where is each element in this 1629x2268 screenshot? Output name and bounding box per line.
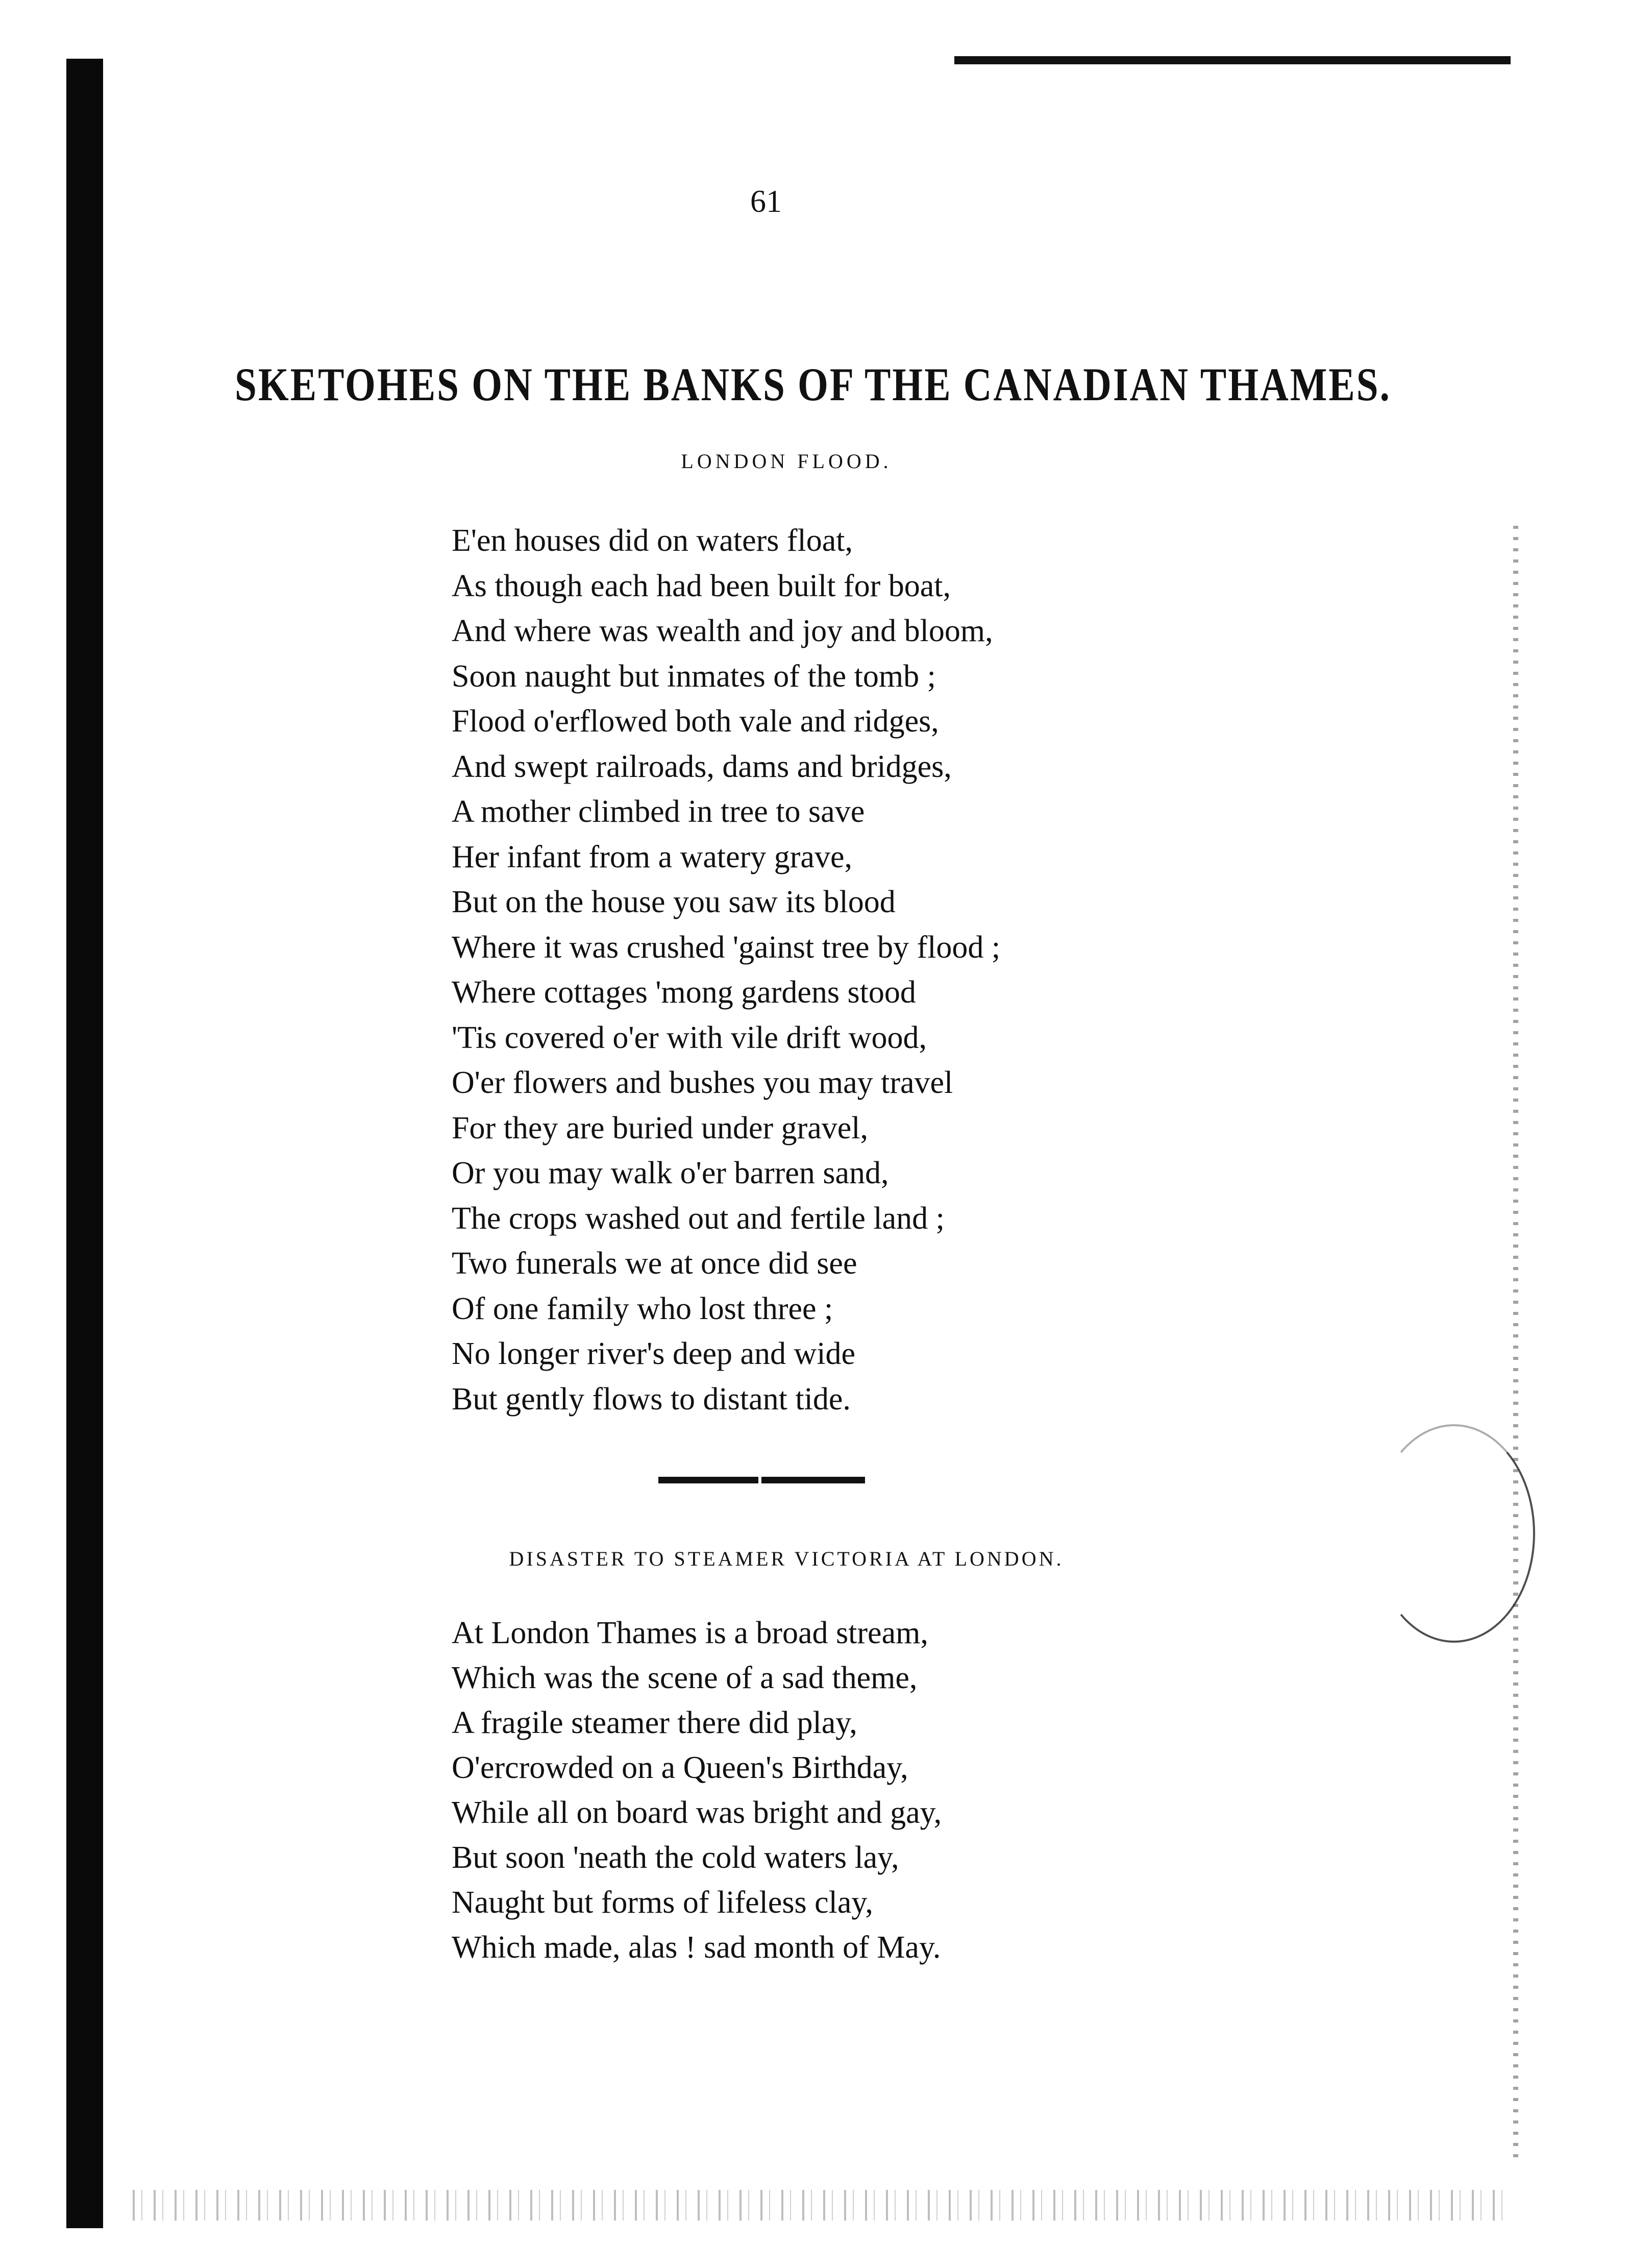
poem-london-flood [452, 518, 1000, 1422]
scan-noise [133, 2190, 1511, 2221]
poem-line: O'ercrowded on a Queen's Birthday, [452, 1750, 908, 1785]
poem-line: Which was the scene of a sad theme, [452, 1661, 918, 1695]
poem-line: Her infant from a watery grave, [452, 839, 852, 874]
poem-line: Or you may walk o'er barren sand, [452, 1156, 889, 1190]
section-heading-steamer-victoria: DISASTER TO STEAMER VICTORIA AT LONDON. [509, 1547, 1064, 1570]
poem-line: Flood o'erflowed both vale and ridges, [452, 704, 939, 739]
section-divider [658, 1477, 865, 1483]
poem-line: Naught but forms of lifeless clay, [452, 1885, 873, 1920]
poem-line: Which made, alas ! sad month of May. [452, 1930, 941, 1965]
poem-line: A mother climbed in tree to save [452, 794, 865, 829]
top-rule [954, 56, 1511, 64]
page-number: 61 [750, 184, 782, 219]
poem-line: A fragile steamer there did play, [452, 1705, 857, 1740]
poem-line: But gently flows to distant tide. [452, 1381, 851, 1417]
poem-line: Where it was crushed 'gainst tree by flood ; [452, 930, 1001, 965]
page-edge-speckle [1513, 526, 1518, 2159]
section-heading-london-flood: LONDON FLOOD. [681, 450, 892, 473]
page-title: SKETOHES ON THE BANKS OF THE CANADIAN THAMES. [235, 358, 1391, 411]
poem-line: Of one family who lost three ; [452, 1291, 833, 1326]
poem-line: No longer river's deep and wide [452, 1336, 856, 1371]
poem-line: And where was wealth and joy and bloom, [452, 614, 993, 648]
poem-line: While all on board was bright and gay, [452, 1795, 942, 1830]
poem-line: Soon naught but inmates of the tomb ; [452, 659, 936, 694]
stamp-mark [1373, 1424, 1535, 1643]
poem-line: For they are buried under gravel, [452, 1110, 869, 1145]
poem-line: Two funerals we at once did see [452, 1246, 857, 1281]
poem-line: 'Tis covered o'er with vile drift wood, [452, 1020, 927, 1055]
poem-line: The crops washed out and fertile land ; [452, 1201, 945, 1236]
poem-line: O'er flowers and bushes you may travel [452, 1065, 953, 1100]
poem-line: But on the house you saw its blood [452, 885, 896, 919]
poem-line: And swept railroads, dams and bridges, [452, 749, 952, 784]
binding-edge-bar [66, 59, 103, 2228]
poem-line: At London Thames is a broad stream, [452, 1616, 928, 1650]
poem-line: Where cottages 'mong gardens stood [452, 975, 916, 1010]
poem-line: But soon 'neath the cold waters lay, [452, 1840, 899, 1875]
poem-steamer-victoria [452, 1611, 942, 1970]
poem-line: As though each had been built for boat, [452, 568, 951, 603]
poem-line: E'en houses did on waters float, [452, 523, 853, 558]
